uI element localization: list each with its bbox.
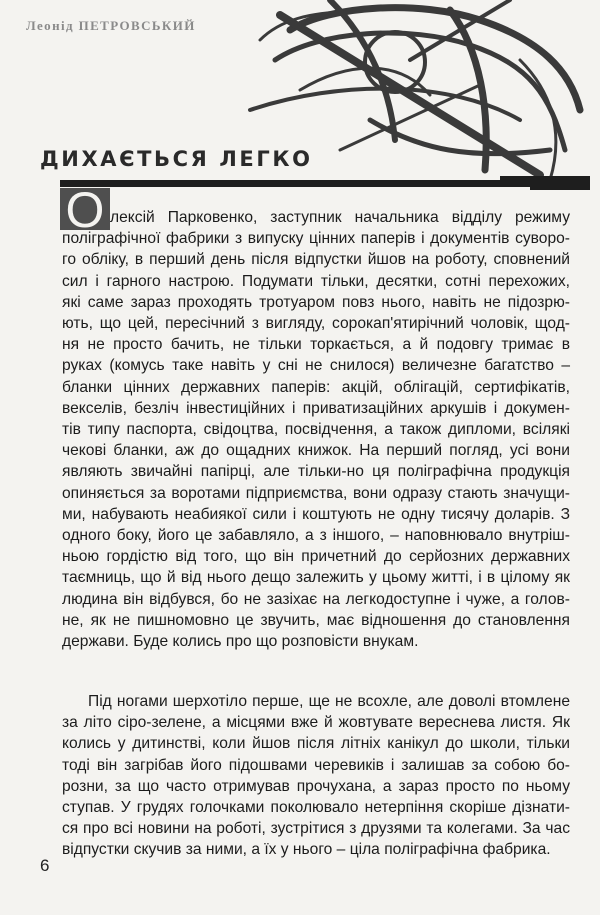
- text-line: розни, за що часто отримував прочухана, а зараз просто по ньому: [62, 777, 570, 795]
- title-rule: [60, 172, 590, 194]
- text-line: являють звичайні папірці, але тільки-но ця поліграфічна продукція: [62, 463, 570, 481]
- text-line: лексій Парковенко, заступник начальника відділу режиму: [110, 209, 570, 226]
- text-line: таємниць, що й від нього дещо залежить у цьому житті, і в цілому як: [62, 569, 570, 587]
- chapter-title: ДИХАЄТЬСЯ ЛЕГКО: [40, 147, 313, 171]
- text-line: тоді він загрібав його підошвами черевиків і залишав за собою бо-: [62, 756, 570, 774]
- text-line: ня не просто бачить, не тільки торкається, а й подовгу тримає в: [62, 336, 570, 354]
- text-line: поліграфічної фабрики з випуску цінних паперів і документів суворо-: [62, 230, 570, 248]
- text-line: бланки цінних державних паперів: акцій, облігацій, сертифікатів,: [62, 378, 570, 396]
- text-line: людина він відбувся, бо не зазіхає на легкодоступне і чуже, а голов-: [62, 590, 570, 608]
- text-line: одного боку, його це забавляло, а з іншого, – наповнювало внутріш-: [62, 527, 570, 544]
- text-line: відпустки скучив за ними, а їх у нього – ціла поліграфічна фабрика.: [62, 841, 551, 859]
- text-line: ся про всі новини на роботі, зустрітися з друзями та колегами. За час: [62, 820, 570, 838]
- text-line: ють, що цей, пересічний з вигляду, сорокап'ятирічний чоловік, щод-: [62, 315, 570, 332]
- text-line: ми, набувають неабиякої сили і коштують не одну тисячу доларів. З: [62, 505, 570, 523]
- text-line: не, як не пишномовно це звучить, має відношення до становлення: [62, 611, 570, 629]
- text-line: колись у дитинстві, коли йшов після літніх канікул до школи, тільки: [62, 735, 570, 753]
- text-line: тів типу паспорта, свідоцтва, посвідчення, а також дипломи, всілякі: [62, 421, 570, 438]
- text-line: векселів, безліч інвестиційних і приватизаційних аркушів і докумен-: [62, 399, 570, 417]
- text-line: опиняється за воротами підприємства, вони одразу стають значущи-: [62, 484, 570, 502]
- text-line: ньою гордістю від того, що він причетний до серйозних державних: [62, 548, 570, 566]
- text-line: чекові бланки, аж до ощадних книжок. На перший погляд, усі вони: [62, 442, 570, 460]
- drop-cap: О: [60, 188, 110, 230]
- text-line: руках (комусь таке навіть у сні не снилося) величезне багатство –: [62, 357, 570, 375]
- text-line: го обліку, в перший день після відпустки йшов на роботу, сповнений: [62, 251, 570, 269]
- page-number: 6: [40, 856, 50, 875]
- text-line: держави. Буде колись про що розповісти внукам.: [62, 633, 419, 650]
- text-line: ступав. У грудях голочками поколювало нетерпіння скоріше дізнати-: [62, 799, 570, 816]
- running-header: Леонід ПЕТРОВСЬКИЙ: [26, 18, 196, 33]
- text-line: сил і гарного настрою. Подумати тільки, десятки, сотні перехожих,: [62, 272, 570, 290]
- text-line: Під ногами шерхотіло перше, ще не всохле, але доволі втомлене: [88, 693, 570, 710]
- text-line: які саме зараз проходять тротуаром повз нього, навіть не підозрю-: [62, 293, 570, 311]
- text-line: за літо сіро-зелене, а місцями вже й жовтуватe вереснева листя. Як: [62, 714, 570, 732]
